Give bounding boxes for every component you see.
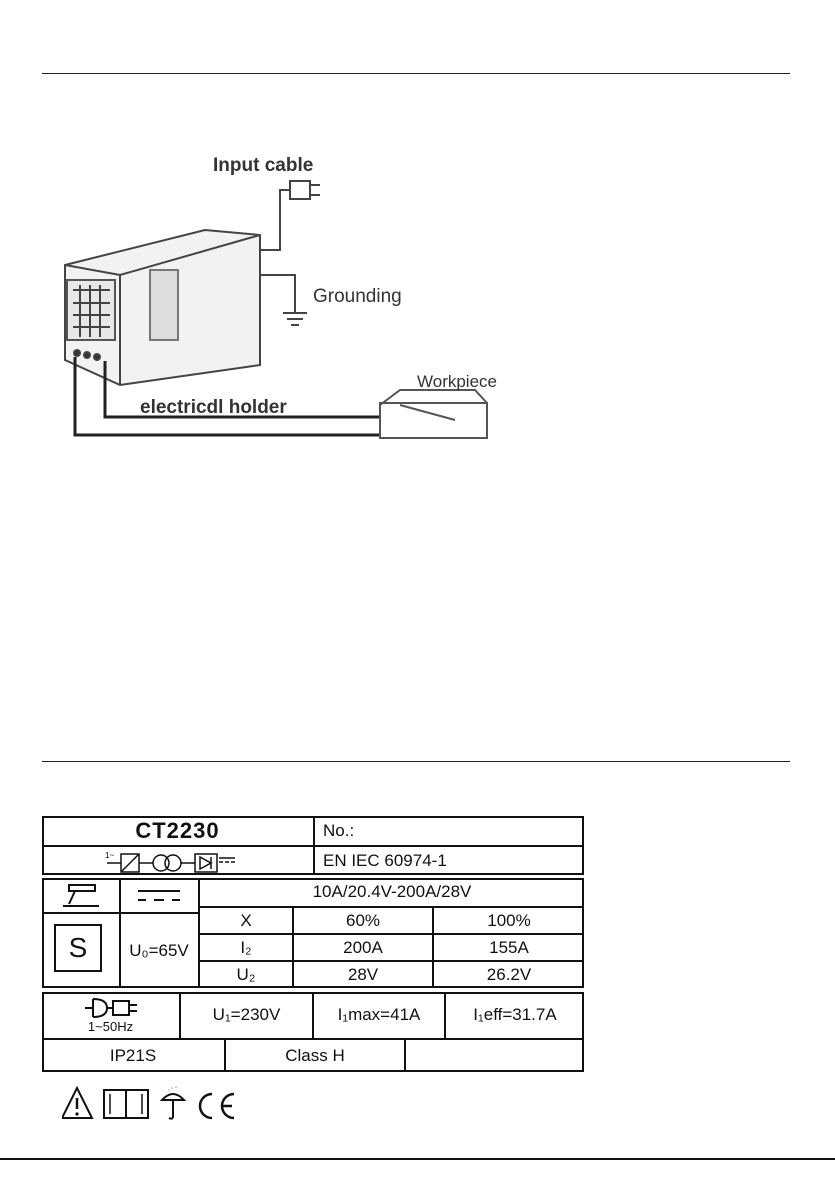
inverter-transformer-rectifier-icon bbox=[103, 849, 253, 873]
top-rule bbox=[42, 73, 790, 74]
i1-max: I₁max=41A bbox=[337, 1005, 421, 1024]
warning-triangle-icon bbox=[62, 1088, 92, 1118]
workpiece-shape bbox=[380, 390, 487, 438]
compliance-symbols bbox=[62, 1086, 262, 1122]
rain-protection-icon bbox=[162, 1086, 184, 1118]
welder-machine bbox=[65, 230, 260, 385]
protection-rating: IP21S bbox=[109, 1046, 157, 1065]
duty-row-value: 100% bbox=[487, 910, 531, 930]
duty-row-value: 26.2V bbox=[486, 964, 532, 984]
middle-rule bbox=[42, 761, 790, 762]
supply-frequency: 1~50Hz bbox=[87, 1018, 134, 1034]
connection-diagram bbox=[55, 145, 565, 460]
holder-label: electricdl holder bbox=[140, 397, 287, 418]
inverter-symbol bbox=[42, 846, 313, 875]
duty-row-value: 155A bbox=[489, 937, 529, 957]
i1-eff: I₁eff=31.7A bbox=[473, 1005, 557, 1024]
input-cable-label: Input cable bbox=[213, 155, 314, 176]
supply-voltage: U₁=230V bbox=[212, 1005, 281, 1024]
duty-row-label: I₂ bbox=[240, 937, 252, 957]
process-s-box: S bbox=[54, 924, 102, 972]
torch-icon bbox=[42, 878, 119, 912]
number-label: No.: bbox=[323, 821, 355, 840]
workpiece-label: Workpiece bbox=[417, 372, 497, 391]
open-circuit-voltage: U₀=65V bbox=[129, 941, 189, 960]
ce-mark-icon bbox=[200, 1094, 234, 1118]
input-cable-line bbox=[260, 181, 320, 250]
duty-row-value: 200A bbox=[343, 937, 383, 957]
dc-symbol-icon bbox=[120, 878, 198, 912]
duty-row-value: 60% bbox=[345, 910, 381, 930]
insulation-class: Class H bbox=[285, 1046, 345, 1065]
duty-row-label: X bbox=[240, 910, 252, 930]
duty-row-value: 28V bbox=[347, 964, 379, 984]
read-manual-icon bbox=[104, 1090, 148, 1118]
current-range: 10A/20.4V-200A/28V bbox=[312, 882, 472, 901]
grounding-label: Grounding bbox=[313, 286, 402, 307]
model-name: CT2230 bbox=[135, 818, 220, 843]
rating-plate bbox=[42, 816, 587, 1076]
standard-text: EN IEC 60974-1 bbox=[323, 851, 447, 870]
duty-row-label: U₂ bbox=[236, 964, 256, 984]
svg-text:1~: 1~ bbox=[104, 850, 114, 860]
bottom-rule bbox=[0, 1158, 835, 1160]
supply-plug-cell bbox=[42, 992, 179, 1038]
plug-icon bbox=[81, 997, 141, 1019]
grounding-line bbox=[260, 275, 307, 325]
